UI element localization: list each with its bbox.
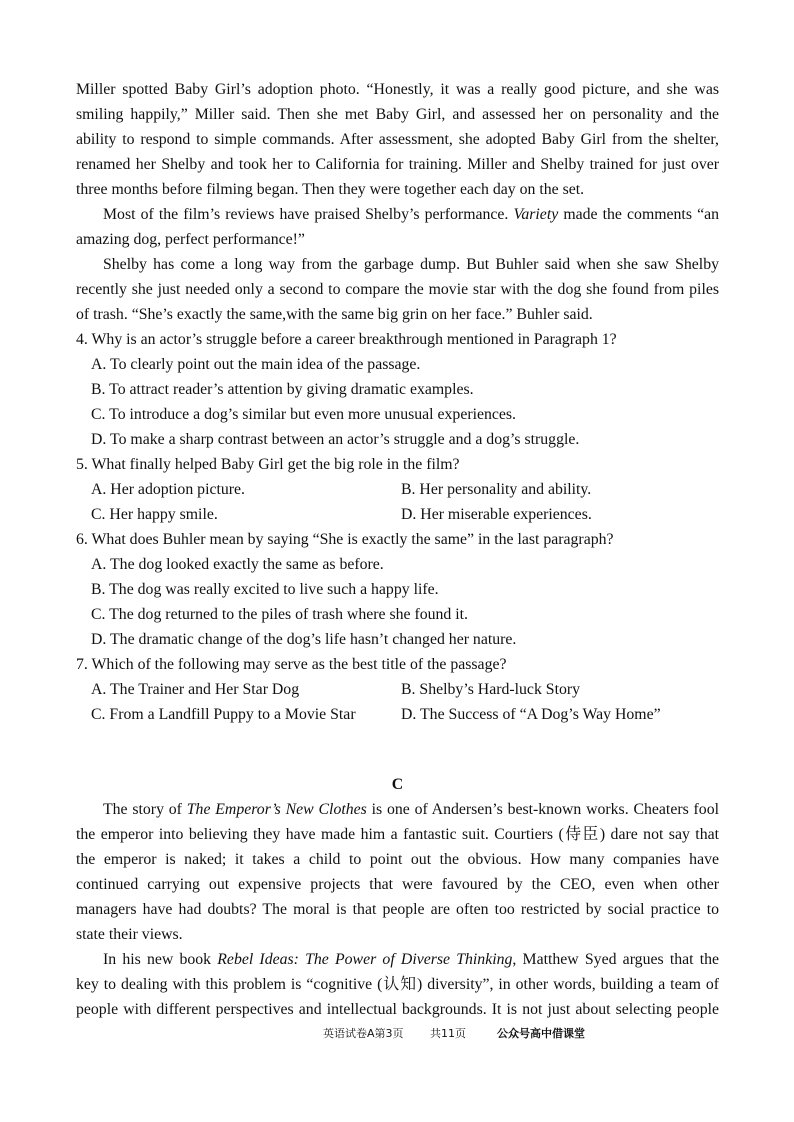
page-footer — [0, 1026, 794, 1042]
text-line: three months before filming began. Then they were together each day on the set. — [76, 181, 585, 198]
passage-b-paragraph-2 — [76, 202, 719, 252]
text-line: managers have had doubts? The moral is that people are often too restricted by social practice to — [76, 901, 719, 918]
question-stem: 4. Why is an actor’s struggle before a career breakthrough mentioned in Paragraph 1? — [76, 331, 617, 348]
text-line: Shelby has come a long way from the garbage dump. But Buhler said when she saw Shelby — [103, 256, 719, 273]
passage-c-paragraph-2 — [76, 947, 719, 1022]
watermark-text: 公众号高中借课堂 — [497, 1027, 585, 1040]
text-line: continued carrying out expensive projects that were favoured by the CEO, even when other — [76, 876, 719, 893]
option-b: B. Her personality and ability. — [401, 481, 592, 498]
option-row — [76, 502, 719, 527]
text-line — [76, 947, 719, 972]
option-a: A. The dog looked exactly the same as before. — [91, 556, 384, 573]
option-row — [76, 702, 719, 727]
text-line — [76, 797, 719, 822]
question-6 — [76, 527, 719, 652]
passage-b-paragraph-1 — [76, 77, 719, 202]
text-segment: The story of — [103, 801, 187, 818]
text-line: Miller spotted Baby Girl’s adoption photo. “Honestly, it was a really good picture, and she was — [76, 81, 719, 98]
total-pages-label: 共11页 — [430, 1027, 466, 1040]
text-segment: , Matthew Syed argues that the — [512, 951, 719, 968]
text-segment: Most of the film’s reviews have praised Shelby’s performance. — [103, 206, 514, 223]
text-line: state their views. — [76, 926, 183, 943]
option-a: A. To clearly point out the main idea of the passage. — [91, 356, 421, 373]
question-stem: 6. What does Buhler mean by saying “She is exactly the same” in the last paragraph? — [76, 531, 614, 548]
story-title: The Emperor’s New Clothes — [186, 801, 367, 818]
option-c: C. From a Landfill Puppy to a Movie Star — [91, 706, 356, 723]
passage-b-section — [76, 77, 719, 727]
text-segment: made the comments “an — [558, 206, 719, 223]
question-stem: 7. Which of the following may serve as the best title of the passage? — [76, 656, 507, 673]
question-4 — [76, 327, 719, 452]
option-a: A. The Trainer and Her Star Dog — [91, 681, 300, 698]
text-segment: is one of Andersen’s best-known works. Cheaters fool — [366, 801, 719, 818]
text-line: recently she just needed only a second to compare the movie star with the dog she found from piles — [76, 281, 719, 298]
text-line: the emperor into believing they have made him a fantastic suit. Courtiers (侍臣) dare not say that — [76, 826, 719, 843]
book-title: Rebel Ideas: The Power of Diverse Thinking — [217, 951, 513, 968]
option-c: C. Her happy smile. — [91, 506, 218, 523]
option-a: A. Her adoption picture. — [91, 481, 245, 498]
passage-c-section — [76, 772, 719, 1022]
option-b: B. Shelby’s Hard-luck Story — [401, 681, 581, 698]
text-line: renamed her Shelby and took her to California for training. Miller and Shelby trained for just over — [76, 156, 719, 173]
passage-b-paragraph-3 — [76, 252, 719, 327]
text-line: ability to respond to simple commands. After assessment, she adopted Baby Girl from the shelter, — [76, 131, 719, 148]
option-d: D. Her miserable experiences. — [401, 506, 592, 523]
question-5 — [76, 452, 719, 527]
option-b: B. To attract reader’s attention by giving dramatic examples. — [91, 381, 474, 398]
text-line: key to dealing with this problem is “cognitive (认知) diversity”, in other words, building a team of — [76, 976, 719, 993]
text-line: of trash. “She’s exactly the same,with the same big grin on her face.” Buhler said. — [76, 306, 593, 323]
option-d: D. The dramatic change of the dog’s life hasn’t changed her nature. — [91, 631, 517, 648]
option-d: D. To make a sharp contrast between an actor’s struggle and a dog’s struggle. — [91, 431, 580, 448]
text-segment: In his new book — [103, 951, 218, 968]
text-line: people with different perspectives and intellectual backgrounds. It is not just about selecting people — [76, 1001, 719, 1018]
option-row — [76, 477, 719, 502]
option-c: C. To introduce a dog’s similar but even more unusual experiences. — [91, 406, 517, 423]
question-stem: 5. What finally helped Baby Girl get the big role in the film? — [76, 456, 460, 473]
option-d: D. The Success of “A Dog’s Way Home” — [401, 706, 661, 723]
text-line — [76, 202, 719, 227]
section-heading: C — [391, 776, 404, 793]
text-line: the emperor is naked; it takes a child to point out the obvious. How many companies have — [76, 851, 719, 868]
page-number-label: 英语试卷A第3页 — [323, 1027, 404, 1040]
option-c: C. The dog returned to the piles of trash where she found it. — [91, 606, 468, 623]
option-row — [76, 677, 719, 702]
question-7 — [76, 652, 719, 727]
text-line: smiling happily,” Miller said. Then she met Baby Girl, and assessed her on personality and the — [76, 106, 719, 123]
magazine-title: Variety — [513, 206, 559, 223]
text-line: amazing dog, perfect performance!” — [76, 231, 305, 248]
passage-c-paragraph-1 — [76, 797, 719, 947]
option-b: B. The dog was really excited to live such a happy life. — [91, 581, 439, 598]
